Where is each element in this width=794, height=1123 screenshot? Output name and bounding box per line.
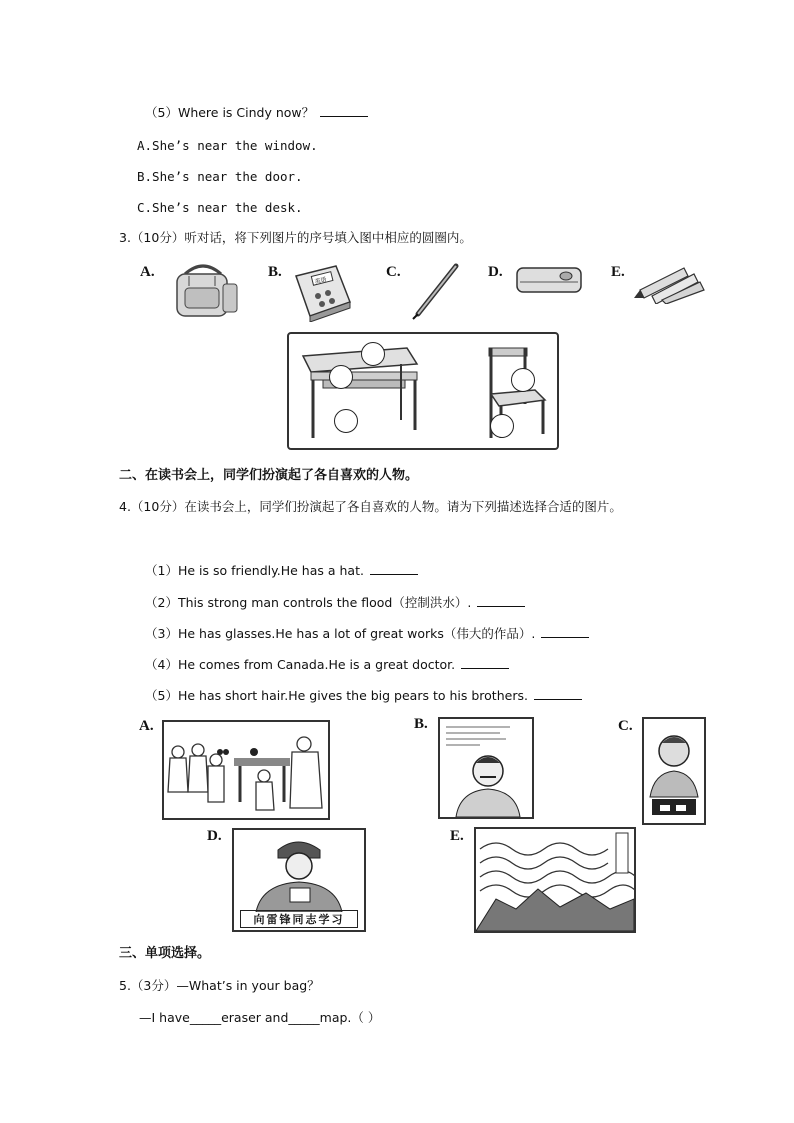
picture-b-lu-xun bbox=[438, 717, 534, 819]
answer-circle-desk-drawer[interactable] bbox=[329, 365, 353, 389]
answer-circle-desk-floor[interactable] bbox=[334, 409, 358, 433]
question-3-title: 3.（10分）听对话，将下列图片的序号填入图中相应的圆圈内。 bbox=[119, 230, 472, 245]
q3-label-e: E. bbox=[611, 264, 625, 280]
section-3-title: 三、单项选择。 bbox=[119, 946, 211, 961]
picture-d-lei-feng bbox=[232, 828, 366, 932]
answer-blank[interactable] bbox=[541, 625, 589, 638]
answer-blank[interactable] bbox=[461, 656, 509, 669]
q3-label-c: C. bbox=[386, 264, 401, 280]
section-2-title: 二、在读书会上，同学们扮演起了各自喜欢的人物。 bbox=[119, 468, 419, 483]
answer-circle-desk-top[interactable] bbox=[361, 342, 385, 366]
question-4-title: 4.（10分）在读书会上，同学们扮演起了各自喜欢的人物。请为下列描述选择合适的图片。 bbox=[119, 499, 622, 514]
q4-item-2: （2）This strong man controls the flood（控制洪水）. bbox=[145, 594, 525, 611]
answer-blank[interactable] bbox=[534, 687, 582, 700]
picture-c-bethune bbox=[642, 717, 706, 825]
q4-label-b: B. bbox=[414, 716, 428, 732]
q4-item-3: （3）He has glasses.He has a lot of great works（伟大的作品）. bbox=[145, 625, 589, 642]
desk-and-chair-picture bbox=[289, 334, 557, 448]
q4-label-e: E. bbox=[450, 828, 464, 844]
q3-label-a: A. bbox=[140, 264, 155, 280]
q4-item-1: （1）He is so friendly.He has a hat. bbox=[145, 562, 418, 579]
picture-e-yu-the-great bbox=[474, 827, 636, 933]
question-5-line-2[interactable]: —I have_____eraser and_____map.（ ） bbox=[139, 1010, 381, 1025]
option-b: B.She’s near the door. bbox=[137, 169, 303, 184]
q4-label-d: D. bbox=[207, 828, 222, 844]
answer-blank[interactable] bbox=[320, 104, 368, 117]
pen-picture bbox=[410, 262, 462, 320]
option-a: A.She’s near the window. bbox=[137, 138, 318, 153]
q4-label-c: C. bbox=[618, 718, 633, 734]
option-c: C.She’s near the desk. bbox=[137, 200, 303, 215]
answer-circle-chair-floor[interactable] bbox=[490, 414, 514, 438]
english-book-picture bbox=[292, 262, 354, 322]
schoolbag-picture bbox=[165, 262, 241, 320]
answer-blank[interactable] bbox=[477, 594, 525, 607]
q4-item-5: （5）He has short hair.He gives the big pears to his brothers. bbox=[145, 687, 582, 704]
question-5-line-1: 5.（3分）—What’s in your bag？ bbox=[119, 978, 320, 993]
answer-circle-chair-seat[interactable] bbox=[511, 368, 535, 392]
crayons-picture bbox=[632, 260, 706, 304]
q4-item-4: （4）He comes from Canada.He is a great doctor. bbox=[145, 656, 509, 673]
question-2-5: （5）Where is Cindy now？ bbox=[145, 104, 368, 121]
pencil-box-picture bbox=[514, 264, 584, 298]
q3-label-b: B. bbox=[268, 264, 282, 280]
q4-label-a: A. bbox=[139, 718, 154, 734]
poster-caption: 向雷锋同志学习 bbox=[240, 910, 358, 928]
answer-blank[interactable] bbox=[370, 562, 418, 575]
q3-label-d: D. bbox=[488, 264, 503, 280]
picture-a-kong-rong bbox=[162, 720, 330, 820]
book-title-text: 英语 bbox=[313, 276, 328, 286]
